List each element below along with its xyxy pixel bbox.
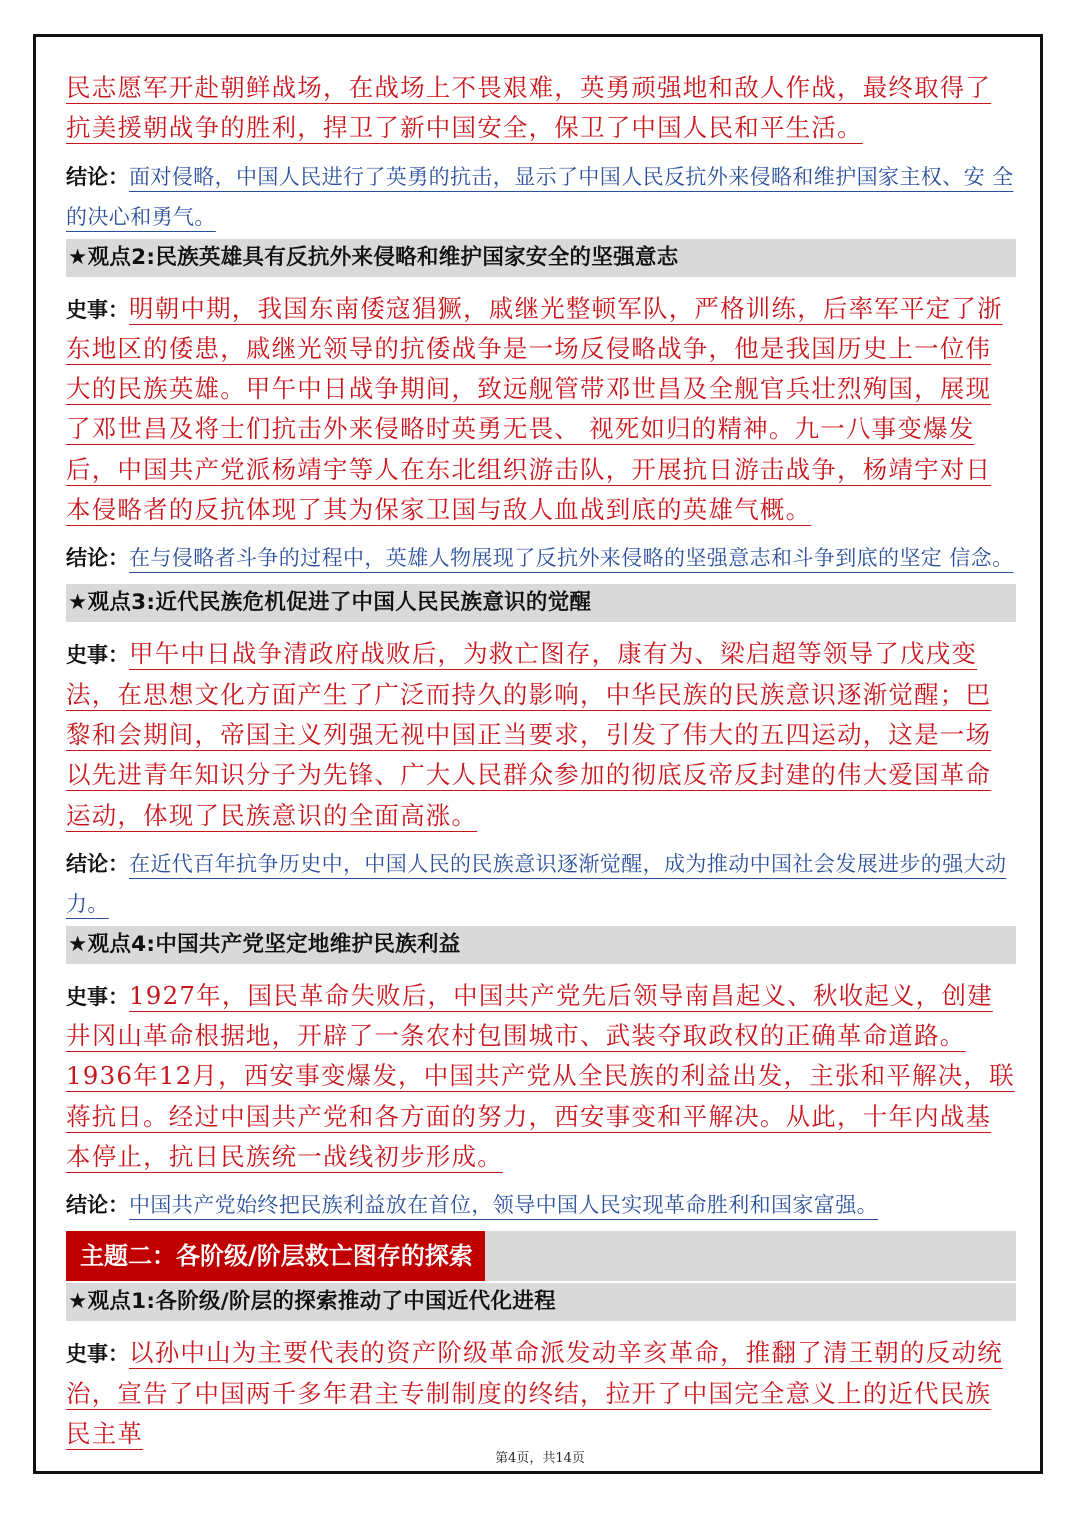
viewpoint-4-conclusion: [66, 1185, 1016, 1225]
intro-conclusion-text: 面对侵略，中国人民进行了英勇的抗击，显示了中国人民反抗外来侵略和维护国家主权、安 全的决心和勇气。: [66, 164, 1014, 229]
viewpoint-4-history-text: 1927年，国民革命失败后，中国共产党先后领导南昌起义、秋收起义，创建井冈山革命根据地，开辟了一条农村包围城市、武装夺取政权的正确革命道路。1936年12月，西安事变爆发，中国共产党从全民族的利益出发，主张和平解决，联蒋抗日。经过中国共产党和各方面的努力，西安事变和平解决。从此，十年内战基本停止，抗日民族统一战线初步形成。: [66, 980, 1015, 1172]
intro-history-text: 民志愿军开赴朝鲜战场，在战场上不畏艰难，英勇顽强地和敌人作战，最终取得了抗美援朝战争的胜利，捍卫了新中国安全，保卫了中国人民和平生活。: [66, 73, 992, 143]
intro-conclusion: [66, 157, 1016, 237]
conclusion-label: 结论：: [66, 545, 129, 571]
page-number: 第4页，共14页: [495, 1451, 585, 1466]
viewpoint-3-conclusion-text: 在近代百年抗争历史中，中国人民的民族意识逐渐觉醒，成为推动中国社会发展进步的强大动力。: [66, 851, 1007, 916]
intro-history: [66, 68, 1016, 149]
viewpoint-3-conclusion: [66, 844, 1016, 924]
history-label: 史事：: [66, 642, 129, 668]
conclusion-label: 结论：: [66, 1192, 129, 1218]
conclusion-label: 结论：: [66, 163, 129, 189]
viewpoint-4-history: [66, 976, 1016, 1177]
topic-2-viewpoint-1-heading: ★观点1:各阶级/阶层的探索推动了中国近代化进程: [66, 1283, 1016, 1321]
history-label: 史事：: [66, 1341, 129, 1367]
viewpoint-2-history: [66, 289, 1016, 531]
topic-2-banner: [66, 1231, 1016, 1281]
viewpoint-4-heading: ★观点4:中国共产党坚定地维护民族利益: [66, 926, 1016, 964]
history-label: 史事：: [66, 296, 129, 322]
history-label: 史事：: [66, 983, 129, 1009]
viewpoint-4-conclusion-text: 中国共产党始终把民族利益放在首位，领导中国人民实现革命胜利和国家富强。: [129, 1193, 878, 1218]
viewpoint-2-heading: ★观点2:民族英雄具有反抗外来侵略和维护国家安全的坚强意志: [66, 239, 1016, 277]
viewpoint-2-conclusion-text: 在与侵略者斗争的过程中，英雄人物展现了反抗外来侵略的坚强意志和斗争到底的坚定 信念。: [129, 546, 1014, 571]
viewpoint-2-history-text: 明朝中期，我国东南倭寇猖獗，戚继光整顿军队，严格训练，后率军平定了浙东地区的倭患，戚继光领导的抗倭战争是一场反侵略战争，他是我国历史上一位伟大的民族英雄。甲午中日战争期间，致远舰管带邓世昌及全舰官兵壮烈殉国，展现了邓世昌及将士们抗击外来侵略时英勇无畏、 视死如归的精神。九一八事变爆发后，中国共产党派杨靖宇等人在东北组织游击队，开展抗日游击战争，杨靖宇对日本侵略者的反抗体现了其为保家卫国与敌人血战到底的英雄气概。: [66, 293, 1003, 525]
topic-2-viewpoint-1-history-text: 以孙中山为主要代表的资产阶级革命派发动辛亥革命，推翻了清王朝的反动统治，宣告了中国两千多年君主专制制度的终结，拉开了中国完全意义上的近代民族民主革: [66, 1338, 1003, 1448]
page-content: [66, 68, 1016, 1454]
viewpoint-2-conclusion: [66, 538, 1016, 578]
conclusion-label: 结论：: [66, 850, 129, 876]
topic-2-viewpoint-1-history: [66, 1333, 1016, 1454]
viewpoint-3-history: [66, 634, 1016, 835]
viewpoint-3-history-text: 甲午中日战争清政府战败后，为救亡图存，康有为、梁启超等领导了戊戌变法，在思想文化方面产生了广泛而持久的影响，中华民族的民族意识逐渐觉醒；巴黎和会期间，帝国主义列强无视中国正当要求，引发了伟大的五四运动，这是一场以先进青年知识分子为先锋、广大人民群众参加的彻底反帝反封建的伟大爱国革命运动，体现了民族意识的全面高涨。: [66, 639, 992, 830]
topic-2-title: 主题二：各阶级/阶层救亡图存的探索: [66, 1231, 485, 1281]
viewpoint-3-heading: ★观点3:近代民族危机促进了中国人民民族意识的觉醒: [66, 584, 1016, 622]
